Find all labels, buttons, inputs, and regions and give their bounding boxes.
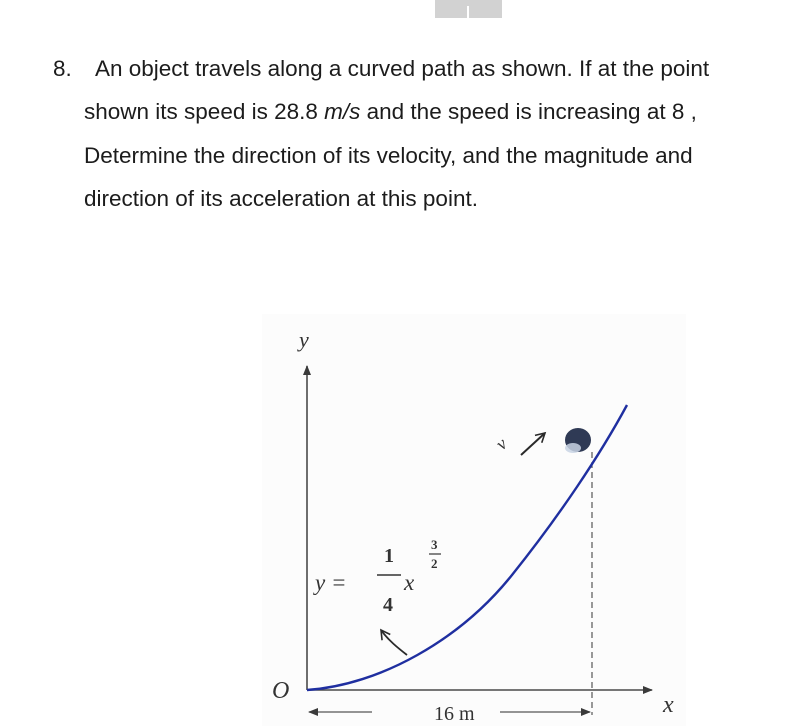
speed-unit: m/s xyxy=(324,99,361,124)
y-axis-label: y xyxy=(299,327,309,352)
problem-line-3: Determine the direction of its velocity, and the magnitude and xyxy=(84,143,693,168)
equation-pointer-arrow xyxy=(381,630,407,655)
origin-label: O xyxy=(272,678,290,704)
object-ball-highlight xyxy=(565,443,581,453)
equation-denominator: 4 xyxy=(383,594,393,616)
problem-line-1-text: An object travels along a curved path as shown. If at the point xyxy=(95,56,710,81)
equation-lhs: y = xyxy=(315,570,347,595)
equation-exp-numerator: 3 xyxy=(431,537,438,552)
problem-number: 8. xyxy=(53,56,72,81)
equation-numerator: 1 xyxy=(384,545,394,567)
equation-variable: x xyxy=(404,570,415,595)
dimension-label: 16 m xyxy=(434,703,475,725)
velocity-arrow xyxy=(521,433,545,455)
equation-exp-denominator: 2 xyxy=(431,556,438,571)
x-axis-label: x xyxy=(663,692,674,718)
problem-line-2-post: and the speed is increasing at 8 , xyxy=(360,99,697,124)
problem-line-2-pre: shown its speed is 28.8 xyxy=(84,99,325,124)
velocity-label: v xyxy=(491,433,511,454)
problem-line-4: direction of its acceleration at this point. xyxy=(84,186,478,211)
